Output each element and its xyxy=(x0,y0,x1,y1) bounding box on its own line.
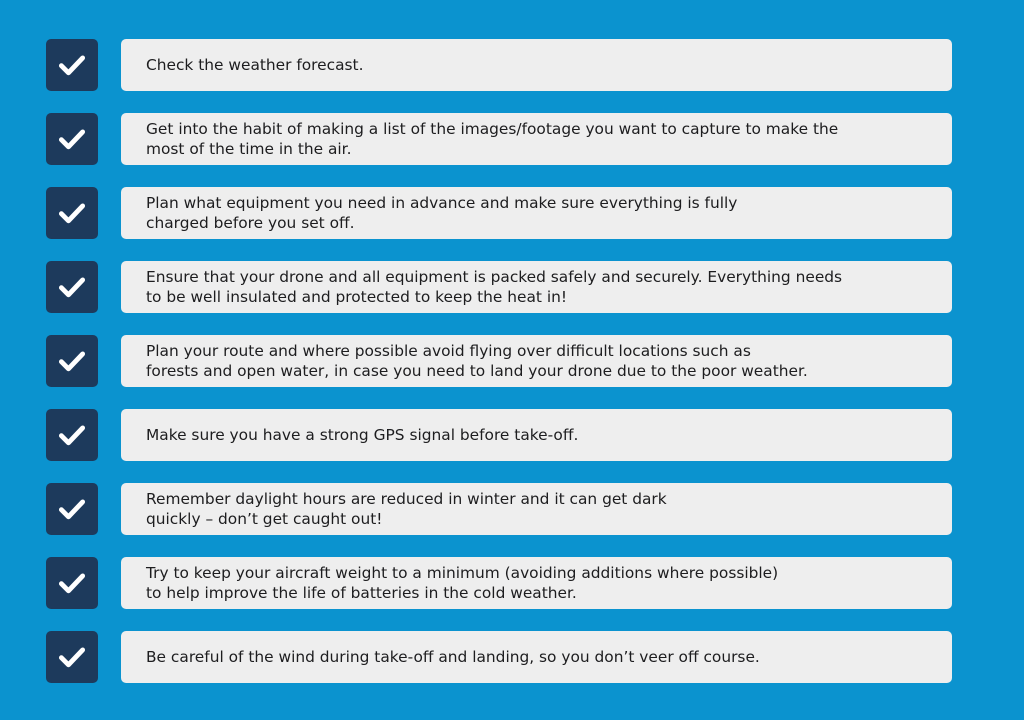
check-icon xyxy=(55,270,89,304)
item-text: Make sure you have a strong GPS signal before take-off. xyxy=(146,426,579,444)
check-icon xyxy=(55,566,89,600)
checklist-item xyxy=(46,557,952,609)
item-text: Plan what equipment you need in advance and make sure everything is fully charged before you set off. xyxy=(146,194,738,232)
item-card xyxy=(121,39,952,91)
checkbox[interactable] xyxy=(46,335,98,387)
item-text: Remember daylight hours are reduced in winter and it can get dark quickly – don’t get caught out! xyxy=(146,490,667,528)
checklist xyxy=(46,39,952,683)
item-card xyxy=(121,409,952,461)
checkbox[interactable] xyxy=(46,187,98,239)
check-icon xyxy=(55,492,89,526)
checkbox[interactable] xyxy=(46,631,98,683)
checklist-item xyxy=(46,409,952,461)
item-card xyxy=(121,557,952,609)
checklist-item xyxy=(46,39,952,91)
checkbox[interactable] xyxy=(46,483,98,535)
item-card xyxy=(121,631,952,683)
check-icon xyxy=(55,640,89,674)
checklist-item xyxy=(46,335,952,387)
checkbox[interactable] xyxy=(46,39,98,91)
checklist-item xyxy=(46,187,952,239)
check-icon xyxy=(55,48,89,82)
checklist-item xyxy=(46,631,952,683)
item-card xyxy=(121,113,952,165)
checkbox[interactable] xyxy=(46,113,98,165)
check-icon xyxy=(55,344,89,378)
checkbox[interactable] xyxy=(46,261,98,313)
check-icon xyxy=(55,418,89,452)
checklist-item xyxy=(46,113,952,165)
item-text: Get into the habit of making a list of the images/footage you want to capture to make the most of the time in the air. xyxy=(146,120,839,158)
checkbox[interactable] xyxy=(46,409,98,461)
checkbox[interactable] xyxy=(46,557,98,609)
check-icon xyxy=(55,196,89,230)
checklist-item xyxy=(46,261,952,313)
item-text: Plan your route and where possible avoid flying over difficult locations such as forests and open water, in case you need to land your drone due to the poor weather. xyxy=(146,342,808,380)
item-card xyxy=(121,261,952,313)
item-card xyxy=(121,335,952,387)
item-card xyxy=(121,483,952,535)
item-card xyxy=(121,187,952,239)
item-text: Check the weather forecast. xyxy=(146,56,364,74)
item-text: Try to keep your aircraft weight to a minimum (avoiding additions where possible) to help improve the life of batteries in the cold weather. xyxy=(146,564,779,602)
item-text: Be careful of the wind during take-off and landing, so you don’t veer off course. xyxy=(146,648,760,666)
check-icon xyxy=(55,122,89,156)
checklist-item xyxy=(46,483,952,535)
item-text: Ensure that your drone and all equipment is packed safely and securely. Everything needs to be well insulated and protected to keep the heat in! xyxy=(146,268,843,306)
